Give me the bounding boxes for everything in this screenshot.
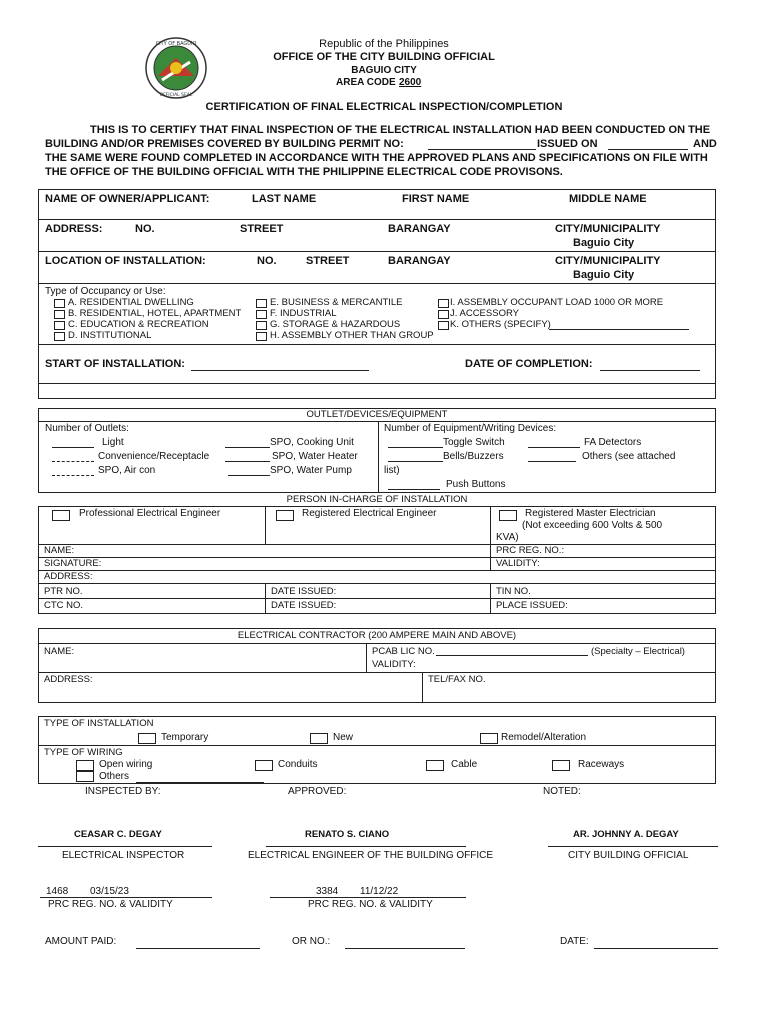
tel-fax-label: TEL/FAX NO. bbox=[428, 674, 486, 685]
ree-label: Registered Electrical Engineer bbox=[302, 508, 437, 519]
others-wiring-checkbox[interactable] bbox=[76, 771, 94, 782]
address-no: NO. bbox=[135, 223, 155, 235]
contractor-validity-label: VALIDITY: bbox=[372, 659, 416, 670]
wiring-type-label: TYPE OF WIRING bbox=[44, 747, 123, 758]
rme-checkbox[interactable] bbox=[499, 510, 517, 521]
start-installation-field[interactable] bbox=[191, 370, 369, 371]
person-signature-label: SIGNATURE: bbox=[44, 558, 102, 569]
start-installation-label: START OF INSTALLATION: bbox=[45, 358, 185, 370]
cooking-label: SPO, Cooking Unit bbox=[270, 437, 354, 448]
open-wiring-label: Open wiring bbox=[99, 759, 153, 770]
occupancy-d-checkbox[interactable] bbox=[54, 332, 65, 341]
rme-limit: (Not exceeding 600 Volts & 500 bbox=[522, 520, 663, 531]
pump-label: SPO, Water Pump bbox=[270, 465, 352, 476]
date-label: DATE: bbox=[560, 936, 589, 947]
occupancy-h-checkbox[interactable] bbox=[256, 332, 267, 341]
cable-label: Cable bbox=[451, 759, 478, 770]
occupancy-others-field[interactable] bbox=[549, 329, 689, 330]
republic-text: Republic of the Philippines bbox=[319, 38, 449, 50]
occupancy-g-checkbox[interactable] bbox=[256, 321, 267, 330]
heater-count-field[interactable] bbox=[225, 461, 270, 462]
intro-line-1: THIS IS TO CERTIFY THAT FINAL INSPECTION OF THE ELECTRICAL INSTALLATION HAD BEEN CONDUCTED ON THE bbox=[90, 124, 711, 136]
bells-count-field[interactable] bbox=[388, 461, 443, 462]
completion-date-label: DATE OF COMPLETION: bbox=[465, 358, 593, 370]
occupancy-k: K. OTHERS (SPECIFY) bbox=[450, 319, 551, 330]
owner-first-name: FIRST NAME bbox=[402, 193, 470, 205]
engineer-title: ELECTRICAL ENGINEER OF THE BUILDING OFFICE bbox=[248, 850, 494, 861]
contractor-heading: ELECTRICAL CONTRACTOR (200 AMPERE MAIN AND ABOVE) bbox=[237, 630, 517, 641]
city-name: BAGUIO CITY bbox=[351, 65, 417, 76]
pcab-label: PCAB LIC NO. bbox=[372, 646, 435, 657]
others-wiring-field[interactable] bbox=[136, 782, 264, 783]
owner-middle-name: MIDDLE NAME bbox=[569, 193, 647, 205]
toggle-label: Toggle Switch bbox=[443, 437, 505, 448]
equipment-label: Number of Equipment/Writing Devices: bbox=[384, 423, 557, 434]
occupancy-f: F. INDUSTRIAL bbox=[270, 308, 337, 319]
engineer-prc-date: 11/12/22 bbox=[360, 886, 399, 897]
new-checkbox[interactable] bbox=[310, 733, 328, 744]
amount-paid-label: AMOUNT PAID: bbox=[45, 936, 117, 947]
intro-line-2b: ISSUED ON bbox=[537, 138, 598, 150]
occupancy-a-checkbox[interactable] bbox=[54, 299, 65, 308]
person-validity-label: VALIDITY: bbox=[496, 558, 540, 569]
engineer-prc-line bbox=[270, 897, 466, 898]
noted-label: NOTED: bbox=[543, 786, 581, 797]
rme-label: Registered Master Electrician bbox=[525, 508, 656, 519]
others-label: Others (see attached bbox=[582, 451, 676, 462]
toggle-count-field[interactable] bbox=[388, 447, 443, 448]
person-prc-label: PRC REG. NO.: bbox=[496, 545, 565, 556]
installation-type-label: TYPE OF INSTALLATION bbox=[44, 718, 154, 729]
convenience-count-field[interactable] bbox=[52, 461, 94, 462]
person-address-label: ADDRESS: bbox=[44, 571, 93, 582]
or-no-field[interactable] bbox=[345, 948, 465, 949]
ree-checkbox[interactable] bbox=[276, 510, 294, 521]
occupancy-k-checkbox[interactable] bbox=[438, 321, 449, 330]
location-no: NO. bbox=[257, 255, 277, 267]
convenience-label: Convenience/Receptacle bbox=[98, 451, 210, 462]
aircon-label: SPO, Air con bbox=[98, 465, 156, 476]
inspector-prc-no: 1468 bbox=[46, 886, 69, 897]
inspector-title: ELECTRICAL INSPECTOR bbox=[62, 850, 185, 861]
occupancy-d: D. INSTITUTIONAL bbox=[68, 330, 152, 341]
occupancy-h: H. ASSEMBLY OTHER THAN GROUP bbox=[270, 330, 434, 341]
area-code-label: AREA CODE bbox=[336, 77, 396, 88]
cable-checkbox[interactable] bbox=[426, 760, 444, 771]
seal-text-bottom: OFFICIAL SEAL bbox=[159, 93, 193, 98]
inspector-name: CEASAR C. DEGAY bbox=[74, 829, 162, 840]
occupancy-j: J. ACCESSORY bbox=[450, 308, 519, 319]
engineer-prc-label: PRC REG. NO. & VALIDITY bbox=[308, 899, 433, 910]
location-barangay: BARANGAY bbox=[388, 255, 451, 267]
location-street: STREET bbox=[306, 255, 350, 267]
intro-line-4: THE OFFICE OF THE BUILDING OFFICIAL WITH THE PHILIPPINE ELECTRICAL CODE PROVISONS. bbox=[45, 166, 563, 178]
completion-date-field[interactable] bbox=[600, 370, 700, 371]
fa-label: FA Detectors bbox=[584, 437, 642, 448]
outlets-label: Number of Outlets: bbox=[45, 423, 129, 434]
address-city-label: CITY/MUNICIPALITY bbox=[555, 223, 661, 235]
form-title: CERTIFICATION OF FINAL ELECTRICAL INSPECTION/COMPLETION bbox=[205, 101, 563, 113]
specialty-label: (Specialty – Electrical) bbox=[591, 646, 685, 657]
new-label: New bbox=[333, 732, 354, 743]
inspector-prc-label: PRC REG. NO. & VALIDITY bbox=[48, 899, 173, 910]
light-label: Light bbox=[102, 437, 124, 448]
location-city-label: CITY/MUNICIPALITY bbox=[555, 255, 661, 267]
occupancy-i-checkbox[interactable] bbox=[438, 299, 449, 308]
ptr-label: PTR NO. bbox=[44, 586, 83, 597]
occupancy-e: E. BUSINESS & MERCANTILE bbox=[270, 297, 403, 308]
temporary-label: Temporary bbox=[161, 732, 209, 743]
cooking-count-field[interactable] bbox=[225, 447, 270, 448]
official-signature-line bbox=[548, 846, 718, 847]
others-wiring-label: Others bbox=[99, 771, 130, 782]
pee-checkbox[interactable] bbox=[52, 510, 70, 521]
pump-count-field[interactable] bbox=[228, 475, 270, 476]
occupancy-c: C. EDUCATION & RECREATION bbox=[68, 319, 209, 330]
area-code-value: 2600 bbox=[399, 77, 422, 88]
remodel-label: Remodel/Alteration bbox=[501, 732, 587, 743]
permit-no-field[interactable] bbox=[428, 149, 536, 150]
intro-line-2a: BUILDING AND/OR PREMISES COVERED BY BUILDING PERMIT NO: bbox=[45, 138, 404, 150]
ctc-label: CTC NO. bbox=[44, 600, 84, 611]
intro-line-2c: AND bbox=[693, 138, 717, 150]
occupancy-label: Type of Occupancy or Use: bbox=[45, 286, 166, 297]
tin-label: TIN NO. bbox=[496, 586, 531, 597]
outlets-heading: OUTLET/DEVICES/EQUIPMENT bbox=[306, 409, 448, 420]
contractor-address-label: ADDRESS: bbox=[44, 674, 93, 685]
occupancy-b-checkbox[interactable] bbox=[54, 310, 65, 319]
office-name: OFFICE OF THE CITY BUILDING OFFICIAL bbox=[273, 51, 495, 63]
ctc-date-label: DATE ISSUED: bbox=[271, 600, 337, 611]
address-street: STREET bbox=[240, 223, 284, 235]
official-name: AR. JOHNNY A. DEGAY bbox=[573, 829, 679, 840]
location-city: Baguio City bbox=[573, 269, 635, 281]
conduits-label: Conduits bbox=[278, 759, 318, 770]
occupancy-b: B. RESIDENTIAL, HOTEL, APARTMENT bbox=[68, 308, 242, 319]
occupancy-i: I. ASSEMBLY OCCUPANT LOAD 1000 OR MORE bbox=[450, 297, 664, 308]
remodel-checkbox[interactable] bbox=[480, 733, 498, 744]
temporary-checkbox[interactable] bbox=[138, 733, 156, 744]
conduits-checkbox[interactable] bbox=[255, 760, 273, 771]
ptr-date-label: DATE ISSUED: bbox=[271, 586, 337, 597]
engineer-signature-line bbox=[266, 846, 466, 847]
pcab-field[interactable] bbox=[436, 655, 588, 656]
others-count-field[interactable] bbox=[528, 461, 576, 462]
address-barangay: BARANGAY bbox=[388, 223, 451, 235]
person-heading: PERSON IN-CHARGE OF INSTALLATION bbox=[286, 494, 468, 505]
occupancy-c-checkbox[interactable] bbox=[54, 321, 65, 330]
heater-label: SPO, Water Heater bbox=[272, 451, 358, 462]
aircon-count-field[interactable] bbox=[52, 475, 94, 476]
person-name-label: NAME: bbox=[44, 545, 75, 556]
others-list-label: list) bbox=[384, 465, 400, 476]
occupancy-j-checkbox[interactable] bbox=[438, 310, 449, 319]
address-city: Baguio City bbox=[573, 237, 635, 249]
intro-line-3: THE SAME WERE FOUND COMPLETED IN ACCORDANCE WITH THE APPROVED PLANS AND SPECIFICATIONS ON FILE WITH bbox=[45, 152, 708, 164]
occupancy-a: A. RESIDENTIAL DWELLING bbox=[68, 297, 194, 308]
seal-text-top: CITY OF BAGUIO bbox=[155, 41, 197, 47]
inspector-prc-date: 03/15/23 bbox=[90, 886, 129, 897]
issued-on-field[interactable] bbox=[608, 149, 688, 150]
open-wiring-checkbox[interactable] bbox=[76, 760, 94, 771]
inspected-by-label: INSPECTED BY: bbox=[85, 786, 161, 797]
fa-count-field[interactable] bbox=[528, 447, 580, 448]
or-no-label: OR NO.: bbox=[292, 936, 331, 947]
occupancy-e-checkbox[interactable] bbox=[256, 299, 267, 308]
bells-label: Bells/Buzzers bbox=[443, 451, 504, 462]
occupancy-f-checkbox[interactable] bbox=[256, 310, 267, 319]
approved-label: APPROVED: bbox=[288, 786, 347, 797]
owner-label: NAME OF OWNER/APPLICANT: bbox=[45, 193, 210, 205]
place-issued-label: PLACE ISSUED: bbox=[496, 600, 568, 611]
engineer-prc-no: 3384 bbox=[316, 886, 339, 897]
owner-last-name: LAST NAME bbox=[252, 193, 317, 205]
engineer-name: RENATO S. CIANO bbox=[305, 829, 390, 840]
raceways-checkbox[interactable] bbox=[552, 760, 570, 771]
inspector-prc-line bbox=[40, 897, 212, 898]
push-label: Push Buttons bbox=[446, 479, 506, 490]
location-label: LOCATION OF INSTALLATION: bbox=[45, 255, 206, 267]
official-title: CITY BUILDING OFFICIAL bbox=[568, 850, 689, 861]
date-field[interactable] bbox=[594, 948, 718, 949]
contractor-name-label: NAME: bbox=[44, 646, 75, 657]
occupancy-g: G. STORAGE & HAZARDOUS bbox=[270, 319, 401, 330]
rme-kva: KVA) bbox=[496, 532, 519, 543]
raceways-label: Raceways bbox=[578, 759, 625, 770]
pee-label: Professional Electrical Engineer bbox=[79, 508, 221, 519]
address-label: ADDRESS: bbox=[45, 223, 103, 235]
light-count-field[interactable] bbox=[52, 447, 94, 448]
amount-paid-field[interactable] bbox=[136, 948, 260, 949]
inspector-signature-line bbox=[38, 846, 212, 847]
push-count-field[interactable] bbox=[388, 489, 440, 490]
